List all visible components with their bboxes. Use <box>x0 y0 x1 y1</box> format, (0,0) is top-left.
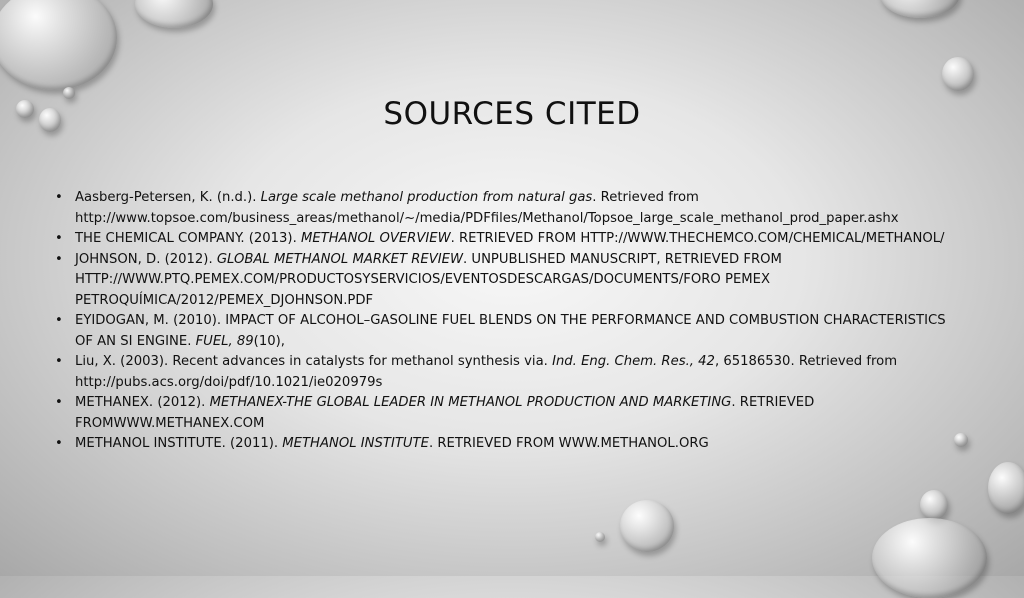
reference-title: FUEL, 89 <box>195 333 254 349</box>
reference-item <box>55 229 955 250</box>
reference-title: METHANOL INSTITUTE <box>282 436 429 451</box>
reference-text: Liu, X. (2003). Recent advances in catalysts for methanol synthesis via. <box>75 354 553 369</box>
reference-text: , 65186530. Retrieved from http://pubs.acs.org/doi/pdf/10.1021/ie020979s <box>75 354 898 390</box>
bullet: • <box>55 231 63 246</box>
reference-item <box>55 311 955 352</box>
reference-item <box>55 393 955 434</box>
reference-text: . RETRIEVED FROMWWW.METHANEX.COM <box>75 395 815 431</box>
water-droplet-decoration <box>872 518 987 598</box>
water-droplet-decoration <box>620 500 674 552</box>
reference-text: METHANEX. (2012). <box>75 395 210 410</box>
reference-text: . RETRIEVED FROM WWW.METHANOL.ORG <box>428 436 709 451</box>
reference-item <box>55 434 955 455</box>
water-droplet-decoration <box>988 462 1024 514</box>
reference-item <box>55 188 955 229</box>
reference-text: JOHNSON, D. (2012). <box>75 251 217 267</box>
reference-text: (10), <box>253 333 285 349</box>
bullet: • <box>55 395 63 410</box>
reference-text: METHANOL INSTITUTE. (2011). <box>75 436 283 451</box>
water-droplet-decoration <box>954 433 968 447</box>
reference-title: Large scale methanol production from natural gas <box>260 190 593 205</box>
reference-text: . RETRIEVED FROM HTTP://WWW.THECHEMCO.COM/CHEMICAL/METHANOL/ <box>450 231 945 246</box>
bullet: • <box>55 251 63 267</box>
water-droplet-decoration <box>595 532 605 542</box>
slide-title: SOURCES CITED <box>383 96 641 132</box>
bullet: • <box>55 313 63 328</box>
reference-text: EYIDOGAN, M. (2010). IMPACT OF ALCOHOL–GASOLINE FUEL BLENDS ON THE PERFORMANCE AND COMBUSTION CHARACTERISTICS OF AN SI ENGINE. <box>75 313 946 349</box>
reference-item <box>55 250 955 312</box>
reference-item <box>55 352 955 393</box>
reference-title: Ind. Eng. Chem. Res., 42 <box>552 354 715 369</box>
water-droplet-decoration <box>920 490 948 520</box>
water-droplet-decoration <box>942 57 974 91</box>
reference-text: Aasberg-Petersen, K. (n.d.). <box>75 190 261 205</box>
reference-title: GLOBAL METHANOL MARKET REVIEW <box>216 251 464 267</box>
reference-text: . Retrieved from http://www.topsoe.com/business_areas/methanol/~/media/PDFfiles/Methanol/Topsoe_large_scale_methanol_prod_paper.ashx <box>75 190 899 226</box>
water-droplet-decoration <box>880 0 960 18</box>
bullet: • <box>55 190 63 205</box>
reference-title: METHANEX-THE GLOBAL LEADER IN METHANOL PRODUCTION AND MARKETING <box>209 395 732 410</box>
bullet: • <box>55 354 63 369</box>
water-droplet-decoration <box>0 0 117 90</box>
water-droplet-decoration <box>135 0 213 28</box>
reference-text: . UNPUBLISHED MANUSCRIPT, RETRIEVED FROM HTTP://WWW.PTQ.PEMEX.COM/PRODUCTOSYSERVICIOS/EVENTOSDESCARGAS/DOCUMENTS/FORO PEMEX PETROQUÍMICA/2012/PEMEX_DJOHNSON.PDF <box>75 251 782 308</box>
reference-text: THE CHEMICAL COMPANY. (2013). <box>75 231 301 246</box>
reference-list <box>55 188 955 455</box>
bullet: • <box>55 436 63 451</box>
reference-title: METHANOL OVERVIEW <box>300 231 451 246</box>
